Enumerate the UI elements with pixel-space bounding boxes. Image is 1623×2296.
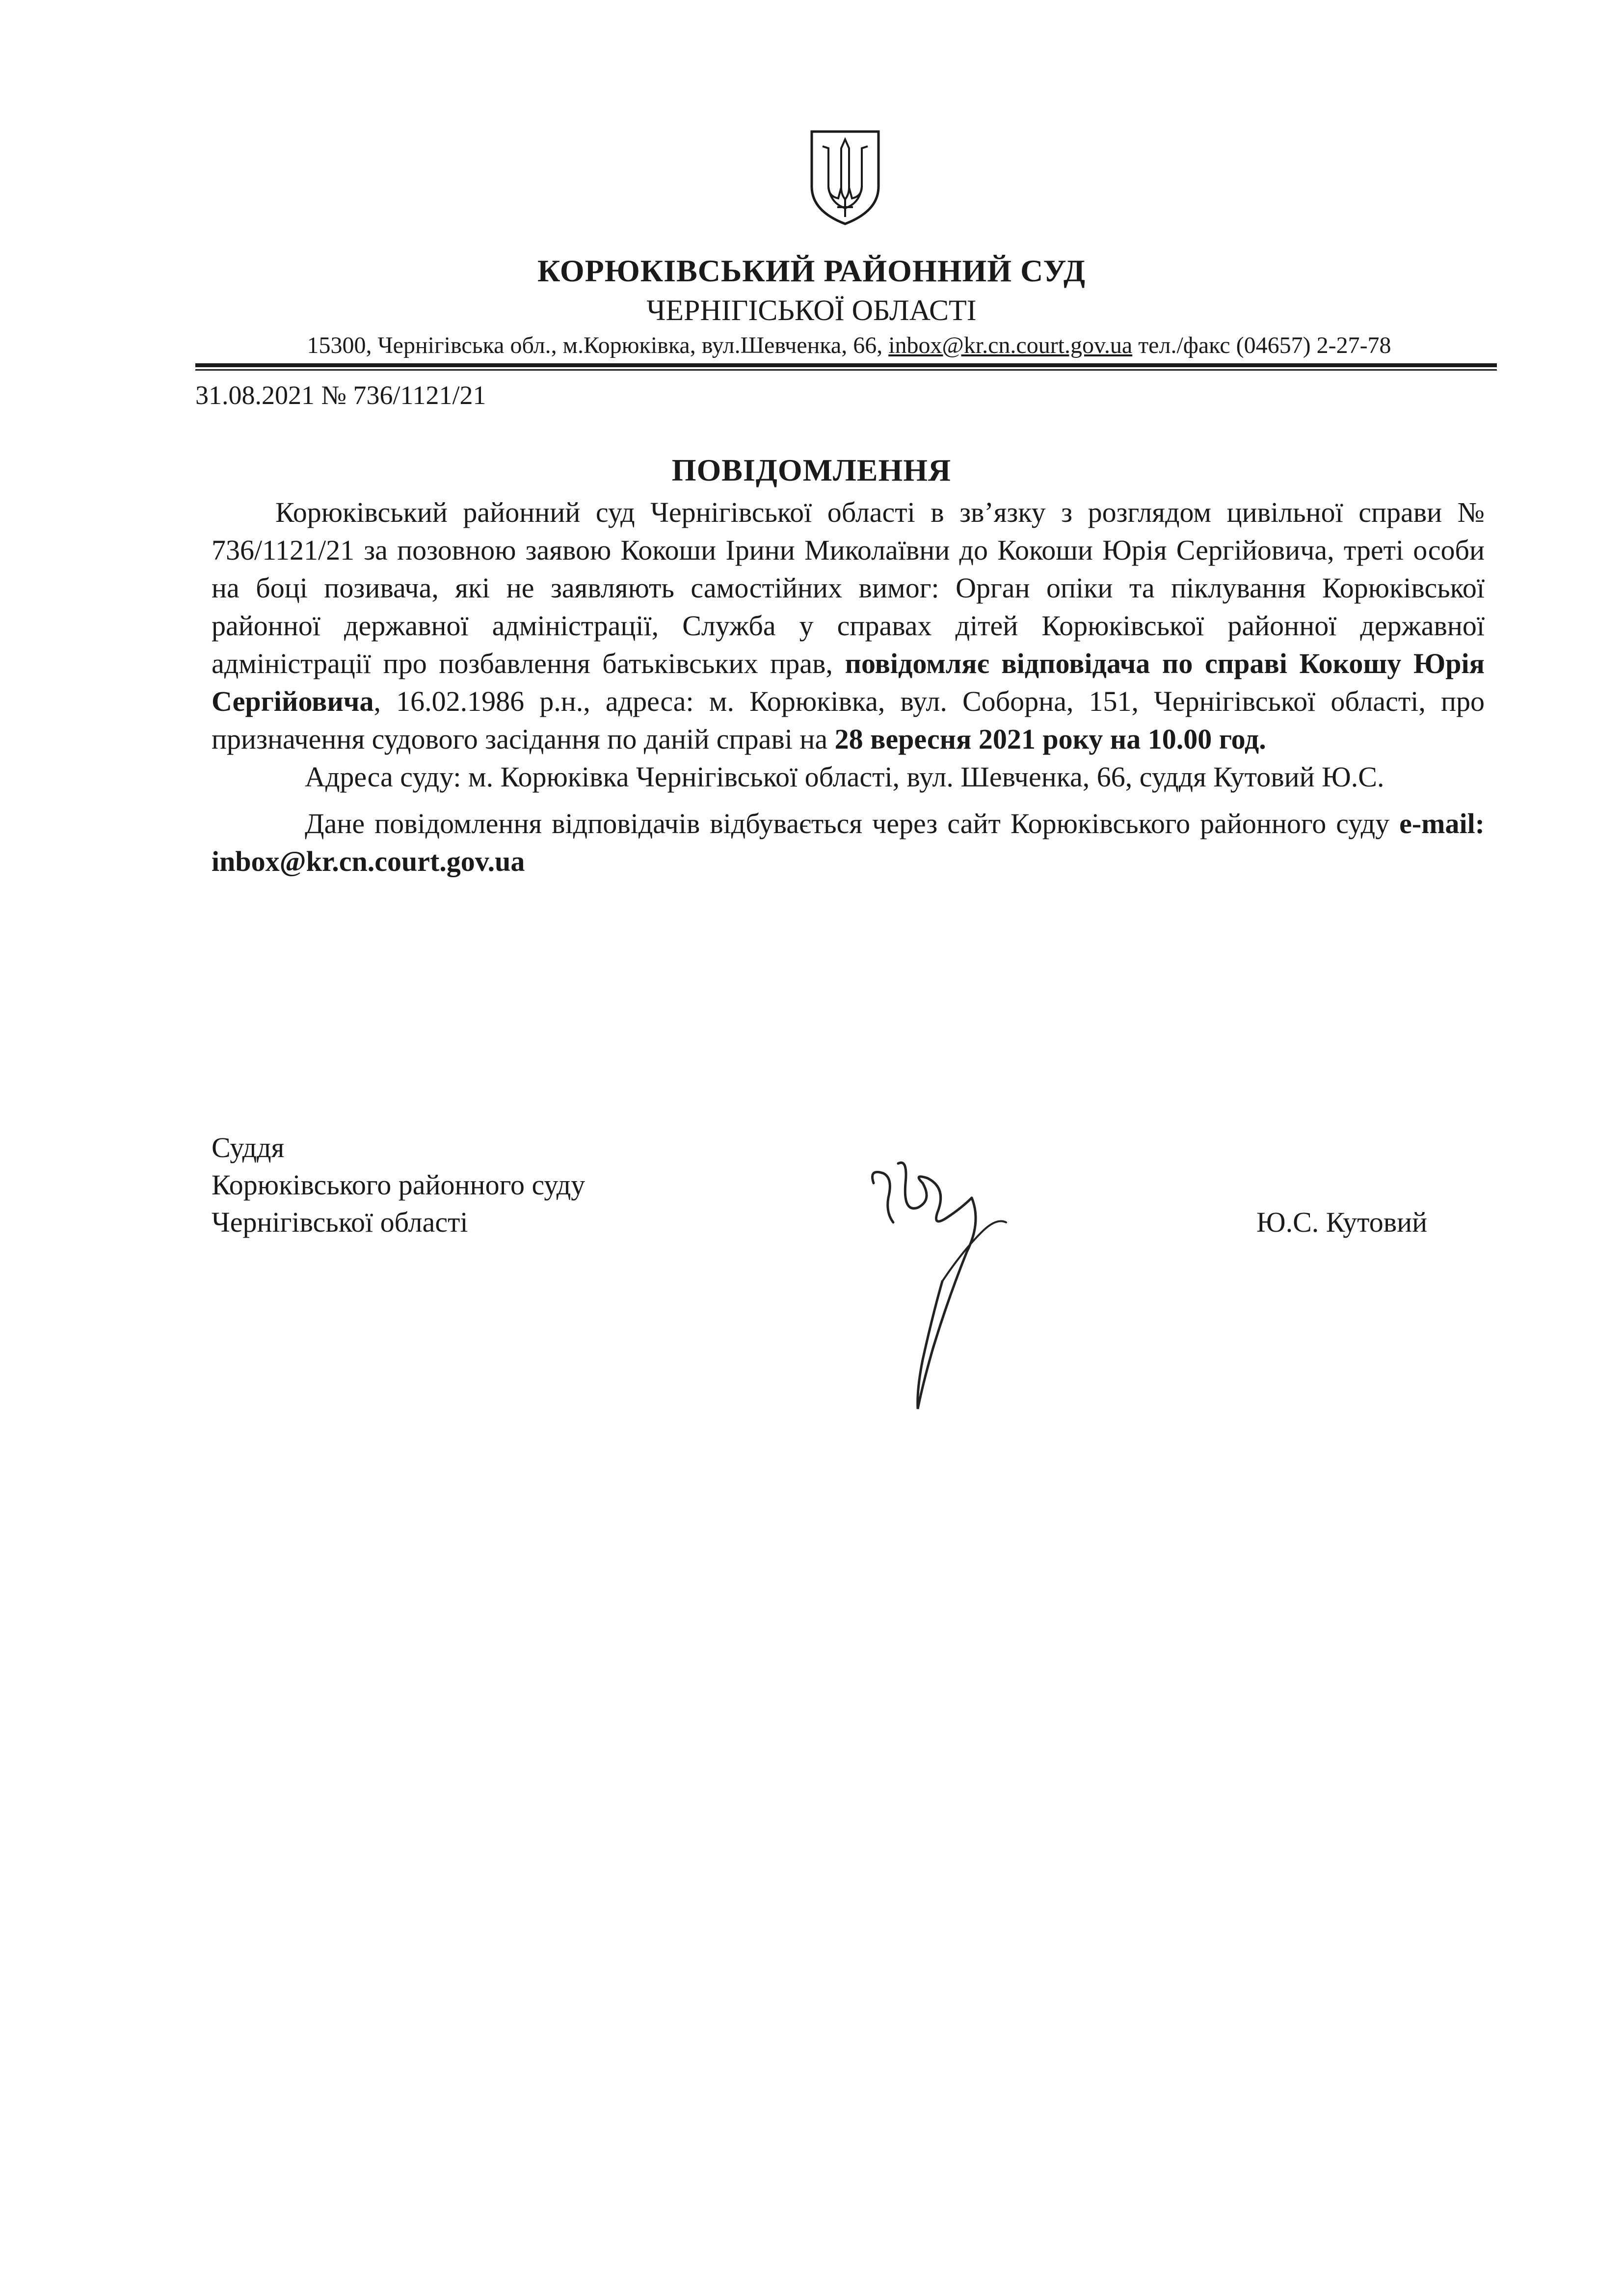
paragraph3-bold-email: e-mail: inbox@kr.cn.court.gov.ua xyxy=(212,808,1485,877)
registration-date-number: 31.08.2021 № 736/1121/21 xyxy=(195,380,486,410)
signer-position xyxy=(212,1129,585,1241)
signer-position-line-3: Чернігівської області xyxy=(212,1206,468,1238)
coat-of-arms-icon xyxy=(809,129,881,227)
header-divider-thin xyxy=(195,369,1497,371)
paragraph1-bold-defendant: повідомляє відповідача по справі Кокошу Юрія Сергійовича xyxy=(212,648,1485,717)
handwritten-signature xyxy=(864,1154,1040,1419)
court-email-link[interactable]: inbox@kr.cn.court.gov.ua xyxy=(888,332,1133,358)
header-divider-thick xyxy=(195,363,1497,367)
paragraph-website xyxy=(212,805,1485,880)
signer-position-line-1: Суддя xyxy=(212,1132,285,1163)
paragraph1-text-2: , 16.02.1986 р.н., адреса: м. Корюківка, вул. Соборна, 151, Чернігівської області, про призначення судового засідання по даній справі на xyxy=(212,685,1485,755)
paragraph3-text: Дане повідомлення відповідачів відбувається через сайт Корюківського районного суду xyxy=(305,808,1400,839)
paragraph1-text: Корюківський районний суд Чернігівської області в зв’язку з розглядом цивільної справи № 736/1121/21 за позовною заявою Кокоши Ірини Миколаївни до Кокоши Юрія Сергійовича, треті особи на боці позивача, які не заявляють самостійних вимог: Орган опіки та піклування Корюківської районної державної адміністрації, Служба у справах дітей Корюківської районної державної адміністрації про позбавлення батьківських прав, xyxy=(212,496,1485,679)
paragraph-notice xyxy=(212,493,1485,758)
court-address-line xyxy=(216,330,1482,361)
document-title: ПОВІДОМЛЕННЯ xyxy=(671,453,952,487)
court-region: ЧЕРНІГІСЬКОЇ ОБЛАСТІ xyxy=(646,294,977,326)
document-body xyxy=(212,493,1485,880)
court-name: КОРЮКІВСЬКИЙ РАЙОННИЙ СУД xyxy=(537,253,1086,288)
signer-name: Ю.С. Кутовий xyxy=(1256,1206,1428,1238)
signer-position-line-2: Корюківського районного суду xyxy=(212,1169,585,1201)
address-suffix: тел./факс (04657) 2-27-78 xyxy=(1132,332,1391,358)
address-prefix: 15300, Чернігівська обл., м.Корюківка, вул.Шевченка, 66, xyxy=(307,332,889,358)
paragraph-court-address: Адреса суду: м. Корюківка Чернігівської області, вул. Шевченка, 66, суддя Кутовий Ю.С. xyxy=(305,761,1384,793)
paragraph1-bold-hearing-date: 28 вересня 2021 року на 10.00 год. xyxy=(834,723,1266,755)
